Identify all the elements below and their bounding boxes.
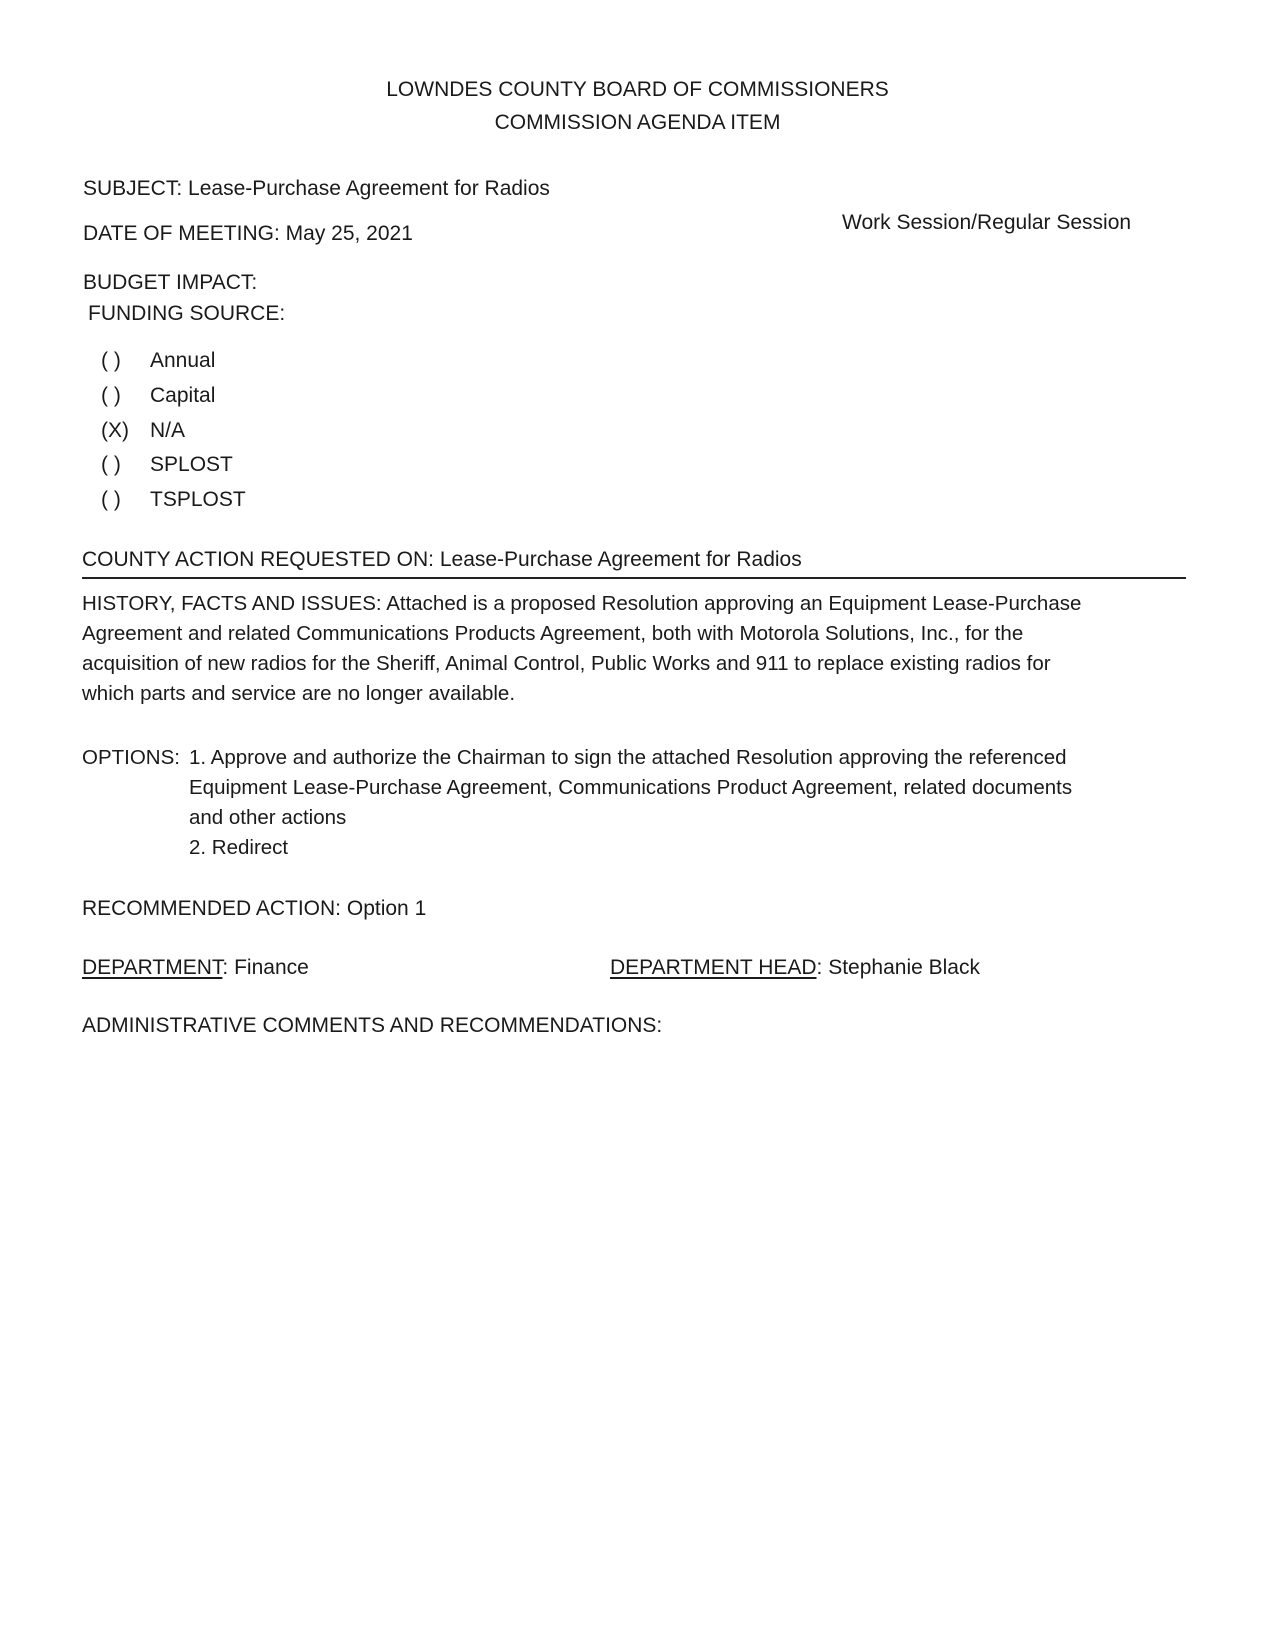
option-2: 2. Redirect [189, 836, 289, 859]
county-action-label: COUNTY ACTION REQUESTED ON: [82, 548, 434, 571]
checkbox-mark-checked: (X) [101, 419, 129, 442]
funding-option-splost [101, 454, 233, 475]
section-divider [82, 577, 1186, 579]
checkbox-mark: ( ) [101, 488, 121, 511]
department-row [82, 957, 309, 978]
session-type: Work Session/Regular Session [842, 211, 1132, 234]
subject-label: SUBJECT: [83, 177, 183, 200]
funding-option-capital [101, 385, 215, 406]
checkbox-mark: ( ) [101, 349, 121, 372]
checkbox-mark: ( ) [101, 453, 121, 476]
meeting-date-row [83, 223, 413, 244]
recommended-action-label: RECOMMENDED ACTION: [82, 897, 342, 920]
funding-option-label: Annual [150, 349, 216, 372]
funding-option-na [101, 420, 185, 441]
recommended-action-value: Option 1 [346, 897, 427, 920]
funding-option-label: Capital [150, 384, 216, 407]
administrative-comments-label: ADMINISTRATIVE COMMENTS AND RECOMMENDATIONS: [82, 1014, 663, 1037]
funding-option-label: TSPLOST [150, 488, 246, 511]
options-label: OPTIONS: [82, 746, 180, 769]
option-1-line-1: 1. Approve and authorize the Chairman to sign the attached Resolution approving the referenced [189, 746, 1067, 769]
department-head-row [610, 957, 980, 978]
funding-option-tsplost [101, 489, 246, 510]
department-head-label: DEPARTMENT HEAD [610, 956, 817, 979]
document-title: COMMISSION AGENDA ITEM [494, 111, 781, 134]
board-title: LOWNDES COUNTY BOARD OF COMMISSIONERS [386, 78, 889, 101]
county-action-value: Lease-Purchase Agreement for Radios [439, 548, 802, 571]
subject-value: Lease-Purchase Agreement for Radios [188, 177, 550, 200]
funding-source-label: FUNDING SOURCE: [88, 302, 286, 325]
department-label: DEPARTMENT [82, 956, 223, 979]
subject-row [83, 178, 550, 199]
funding-option-annual [101, 350, 215, 371]
department-value: Finance [234, 956, 309, 979]
history-line-1 [82, 589, 1081, 619]
checkbox-mark: ( ) [101, 384, 121, 407]
history-text: Attached is a proposed Resolution approving an Equipment Lease-Purchase [386, 592, 1082, 615]
colon: : [222, 956, 235, 979]
option-1-line-3: and other actions [189, 806, 347, 829]
department-head-value: Stephanie Black [828, 956, 980, 979]
funding-option-label: SPLOST [150, 453, 233, 476]
option-1-line-2: Equipment Lease-Purchase Agreement, Communications Product Agreement, related documents [189, 776, 1073, 799]
meeting-date-value: May 25, 2021 [285, 222, 413, 245]
history-line-3: acquisition of new radios for the Sheriff, Animal Control, Public Works and 911 to replace existing radios for [82, 652, 1051, 675]
recommended-action-row [82, 898, 426, 919]
colon: : [816, 956, 829, 979]
history-line-4: which parts and service are no longer available. [82, 682, 516, 705]
history-label: HISTORY, FACTS AND ISSUES: [82, 592, 382, 615]
county-action-row [82, 549, 802, 570]
funding-option-label: N/A [150, 419, 186, 442]
history-line-2: Agreement and related Communications Products Agreement, both with Motorola Solutions, Inc., for the [82, 622, 1024, 645]
budget-impact-label: BUDGET IMPACT: [83, 271, 258, 294]
meeting-date-label: DATE OF MEETING: [83, 222, 280, 245]
